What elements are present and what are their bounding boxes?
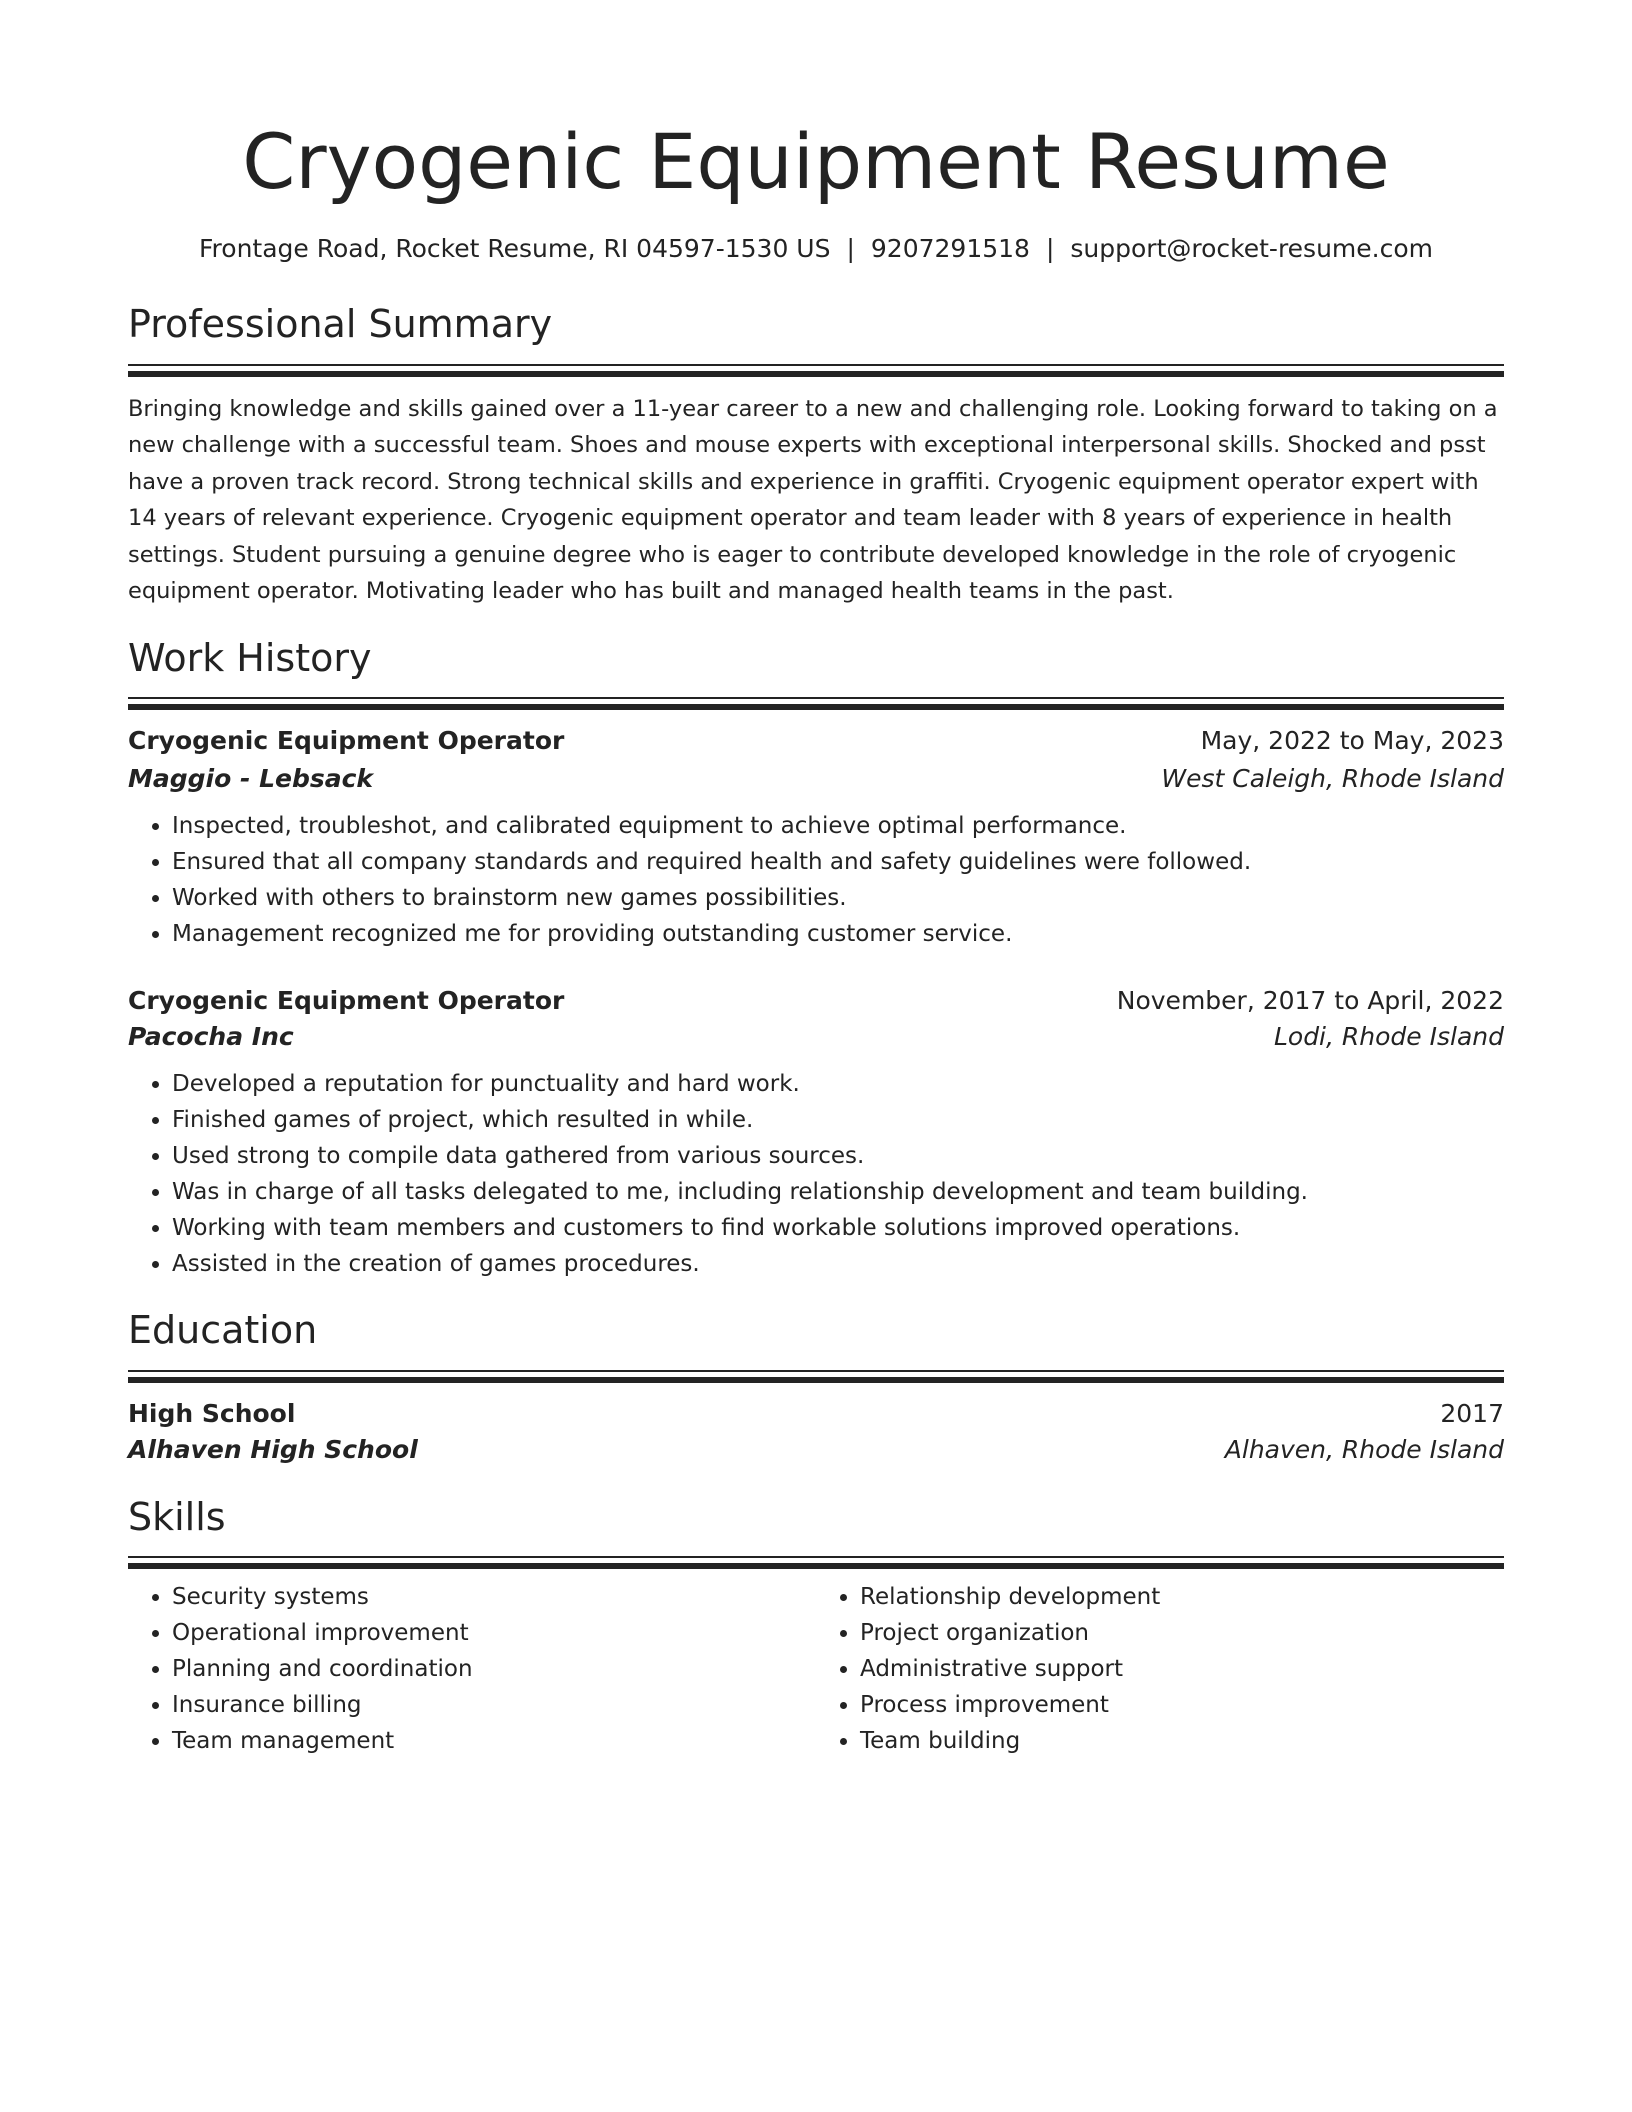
job-dates: May, 2022 to May, 2023 xyxy=(1200,726,1504,756)
summary-text: Bringing knowledge and skills gained over a 11-year career to a new and challenging role. Looking forward to taking on a new challenge with a successful team. Shoes and mouse experts with exceptional interpersonal skills. Shocked and psst have a proven track record. Strong technical skills and experience in graffiti. Cryogenic equipment operator expert with 14 years of relevant experience. Cryogenic equipment operator and team leader with 8 years of experience in health settings. Student pursuing a genuine degree who is eager to contribute developed knowledge in the role of cryogenic equipment operator. Motivating leader who has built and managed health teams in the past. xyxy=(128,395,1498,605)
job-bullet-list xyxy=(128,1066,1504,1282)
contact-phone: 9207291518 xyxy=(870,234,1030,263)
contact-separator: | xyxy=(846,234,855,263)
job-title: Cryogenic Equipment Operator xyxy=(128,726,565,756)
section-divider xyxy=(128,697,1504,699)
list-item: • Team building xyxy=(860,1723,1504,1759)
list-item: • Project organization xyxy=(860,1615,1504,1651)
job-entry xyxy=(128,986,1504,1282)
education-section xyxy=(128,1308,1504,1465)
job-company-row xyxy=(128,764,1504,794)
list-item: • Planning and coordination xyxy=(172,1651,816,1687)
skills-grid xyxy=(128,1579,1504,1759)
skills-column-left xyxy=(128,1579,816,1759)
contact-address: Frontage Road, Rocket Resume, RI 04597-1530 US xyxy=(198,234,831,263)
contact-email: support@rocket-resume.com xyxy=(1070,234,1434,263)
section-divider-thick xyxy=(128,704,1504,710)
list-item: • Finished games of project, which resulted in while. xyxy=(172,1102,1504,1138)
job-location: West Caleigh, Rhode Island xyxy=(1161,764,1504,794)
list-item: • Used strong to compile data gathered from various sources. xyxy=(172,1138,1504,1174)
list-item: • Operational improvement xyxy=(172,1615,816,1651)
job-title: Cryogenic Equipment Operator xyxy=(128,986,565,1016)
work-history-section xyxy=(128,636,1504,1283)
list-item: • Assisted in the creation of games procedures. xyxy=(172,1246,1504,1282)
section-heading-work-history: Work History xyxy=(128,635,372,680)
section-divider-thick xyxy=(128,1377,1504,1383)
education-school: Alhaven High School xyxy=(128,1434,418,1464)
education-school-row xyxy=(128,1435,1504,1465)
section-divider xyxy=(128,364,1504,366)
job-header-row xyxy=(128,726,1504,756)
list-item: • Management recognized me for providing outstanding customer service. xyxy=(172,916,1504,952)
section-divider-thick xyxy=(128,1563,1504,1569)
skills-column-right xyxy=(816,1579,1504,1759)
list-item: • Team management xyxy=(172,1723,816,1759)
list-item: • Inspected, troubleshot, and calibrated equipment to achieve optimal performance. xyxy=(172,808,1504,844)
section-divider-thick xyxy=(128,371,1504,377)
section-heading-skills: Skills xyxy=(128,1494,226,1539)
section-divider xyxy=(128,1556,1504,1558)
resume-title: Cryogenic Equipment Resume xyxy=(242,117,1390,206)
skills-section xyxy=(128,1495,1504,1760)
job-bullet-list xyxy=(128,808,1504,952)
education-header-row xyxy=(128,1399,1504,1429)
education-year: 2017 xyxy=(1440,1398,1504,1428)
education-entry xyxy=(128,1399,1504,1465)
list-item: • Administrative support xyxy=(860,1651,1504,1687)
job-company: Pacocha Inc xyxy=(128,1022,294,1052)
education-location: Alhaven, Rhode Island xyxy=(1224,1434,1504,1464)
job-header-row xyxy=(128,986,1504,1016)
education-degree: High School xyxy=(128,1398,296,1428)
contact-line xyxy=(128,234,1504,264)
section-heading-education: Education xyxy=(128,1308,318,1353)
skills-list xyxy=(816,1579,1504,1759)
job-company-row xyxy=(128,1022,1504,1052)
list-item: • Security systems xyxy=(172,1579,816,1615)
list-item: • Insurance billing xyxy=(172,1687,816,1723)
job-entry xyxy=(128,726,1504,952)
section-heading-summary: Professional Summary xyxy=(128,302,553,346)
list-item: • Relationship development xyxy=(860,1579,1504,1615)
list-item: • Worked with others to brainstorm new games possibilities. xyxy=(172,880,1504,916)
list-item: • Working with team members and customers to find workable solutions improved operations. xyxy=(172,1210,1504,1246)
contact-separator: | xyxy=(1045,234,1055,263)
resume-header xyxy=(128,117,1504,264)
skills-list xyxy=(128,1579,816,1759)
list-item: • Developed a reputation for punctuality and hard work. xyxy=(172,1066,1504,1102)
list-item: • Was in charge of all tasks delegated to me, including relationship development and team building. xyxy=(172,1174,1504,1210)
section-divider xyxy=(128,1370,1504,1372)
summary-section xyxy=(128,302,1504,610)
job-company: Maggio - Lebsack xyxy=(128,764,374,794)
list-item: • Ensured that all company standards and required health and safety guidelines were followed. xyxy=(172,844,1504,880)
job-dates: November, 2017 to April, 2022 xyxy=(1116,986,1504,1016)
job-location: Lodi, Rhode Island xyxy=(1273,1022,1504,1052)
list-item: • Process improvement xyxy=(860,1687,1504,1723)
